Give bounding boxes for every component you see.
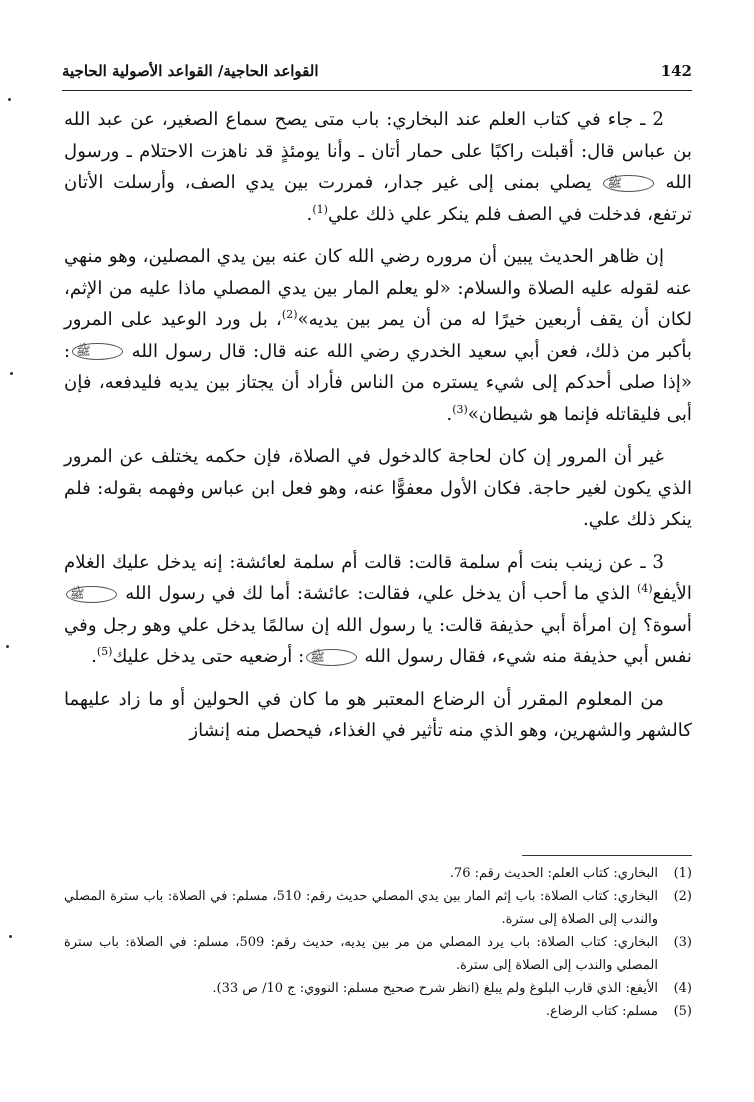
footnote-number: (5)	[673, 1004, 692, 1019]
running-header	[62, 60, 692, 90]
paragraph-5: من المعلوم المقرر أن الرضاع المعتبر هو ما كان في الحولين أو ما زاد عليهما كالشهر والشهرين، وهو الذي منه تأثير في الغذاء، فيحصل منه إنشاز	[64, 688, 692, 741]
scan-speck	[9, 935, 12, 938]
text-run: أسوة؟ إن امرأة أبي حذيفة قالت: يا رسول الله إن سالمًا يدخل علي وهو رجل وفي نفس أبي حذيفة منه شيء، فقال رسول الله	[64, 614, 692, 667]
paragraph-3: غير أن المرور إن كان لحاجة كالدخول في الصلاة، فإن حكمه يختلف عن المرور الذي يكون لغير حاجة. فكان الأول معفوًّا عنه، وهو فعل ابن عباس وفهمه بقوله: فلم ينكر ذلك علي.	[64, 446, 692, 530]
salla-symbol-icon: ﷺ	[306, 649, 357, 666]
footnote-ref-1[interactable]: (1)	[312, 202, 328, 216]
footnote-text: البخاري: كتاب العلم: الحديث رقم: 76.	[449, 866, 658, 881]
main-text	[64, 104, 692, 758]
footnote-number: (3)	[673, 935, 692, 950]
scan-speck	[10, 372, 13, 375]
footnote-item	[64, 885, 692, 931]
page-number: 142	[660, 62, 692, 80]
paragraph-1	[64, 104, 692, 230]
footnote-item	[64, 1000, 692, 1023]
footnote-text: البخاري: كتاب الصلاة: باب يرد المصلي من مر بين يديه، حديث رقم: 509، مسلم: في الصلاة: باب سترة المصلي والندب إلى الصلاة إلى سترة.	[64, 935, 658, 973]
text-run: : أرضعيه حتى يدخل عليك	[112, 646, 305, 667]
paragraph-2	[64, 241, 692, 430]
footnote-text: البخاري: كتاب الصلاة: باب إثم المار بين يدي المصلي حديث رقم: 510، مسلم: في الصلاة: باب سترة المصلي والندب إلى الصلاة إلى سترة.	[64, 889, 658, 927]
text-run: .	[446, 403, 453, 425]
footnote-item	[64, 862, 692, 885]
footnote-number: (4)	[673, 981, 692, 996]
salla-symbol-icon: ﷺ	[603, 175, 654, 192]
footnote-separator	[522, 855, 692, 856]
footnote-text: مسلم: كتاب الرضاع.	[545, 1004, 658, 1019]
header-rule	[62, 90, 692, 91]
text-run: 2 ـ جاء في كتاب العلم عند البخاري: باب متى يصح سماع الصغير، عن عبد الله بن عباس قال: أقبلت راكبًا على حمار أتان ـ وأنا يومئذٍ قد ناهزت الاحتلام ـ ورسول الله	[64, 109, 692, 193]
paragraph-4	[64, 547, 692, 673]
footnote-ref-3[interactable]: (3)	[452, 402, 468, 416]
footnote-ref-5[interactable]: (5)	[96, 644, 113, 658]
footnote-item	[64, 931, 692, 977]
scan-speck	[8, 98, 11, 101]
footnote-item	[64, 977, 692, 1000]
footnote-number: (2)	[673, 889, 692, 904]
salla-symbol-icon: ﷺ	[66, 586, 117, 603]
footnotes	[64, 862, 692, 1023]
footnote-number: (1)	[673, 866, 692, 881]
text-run: .	[306, 203, 313, 225]
footnote-ref-4[interactable]: (4)	[637, 581, 653, 595]
text-run: الذي ما أحب أن يدخل علي، فقالت: عائشة: أما لك في رسول الله	[125, 583, 638, 604]
salla-symbol-icon: ﷺ	[72, 343, 123, 360]
text-run: يصلي بمنى إلى غير جدار، فمررت بين يدي الصف، وأرسلت الأتان ترتفع، فدخلت في الصف فلم ينكر علي ذلك علي	[64, 172, 692, 225]
text-run: 3 ـ عن زينب بنت أم سلمة قالت: قالت أم سلمة لعائشة: إنه يدخل عليك الغلام الأيفع	[64, 551, 692, 604]
scan-speck	[6, 645, 9, 648]
running-title: القواعد الحاجية/ القواعد الأصولية الحاجية	[62, 62, 319, 80]
text-run: إن ظاهر الحديث يبين أن مروره رضي الله كان عنه بين يدي المصلين، وهو منهي عنه لقوله عليه الصلاة والسلام: «لو يعلم المار بين يدي المصلي ماذا عليه من الإثم، لكان أن يقف أربعين خيرًا له من أن يمر بين يديه»	[64, 246, 693, 330]
footnote-text: الأيفع: الذي قارب البلوغ ولم يبلغ (انظر شرح صحيح مسلم: النووي: ج 10/ ص 33).	[212, 981, 658, 996]
text-run: .	[91, 646, 97, 667]
text-run: : «إذا صلى أحدكم إلى شيء يستره من الناس فأراد أن يجتاز بين يديه فليدفعه، فإن أبى فليقاتله فإنما هو شيطان»	[64, 340, 692, 425]
text-run: ، بل ورد الوعيد على المرور بأكبر من ذلك، فعن أبي سعيد الخدري رضي الله عنه قال: قال رسول الله	[64, 309, 692, 362]
footnote-ref-2[interactable]: (2)	[281, 307, 298, 321]
